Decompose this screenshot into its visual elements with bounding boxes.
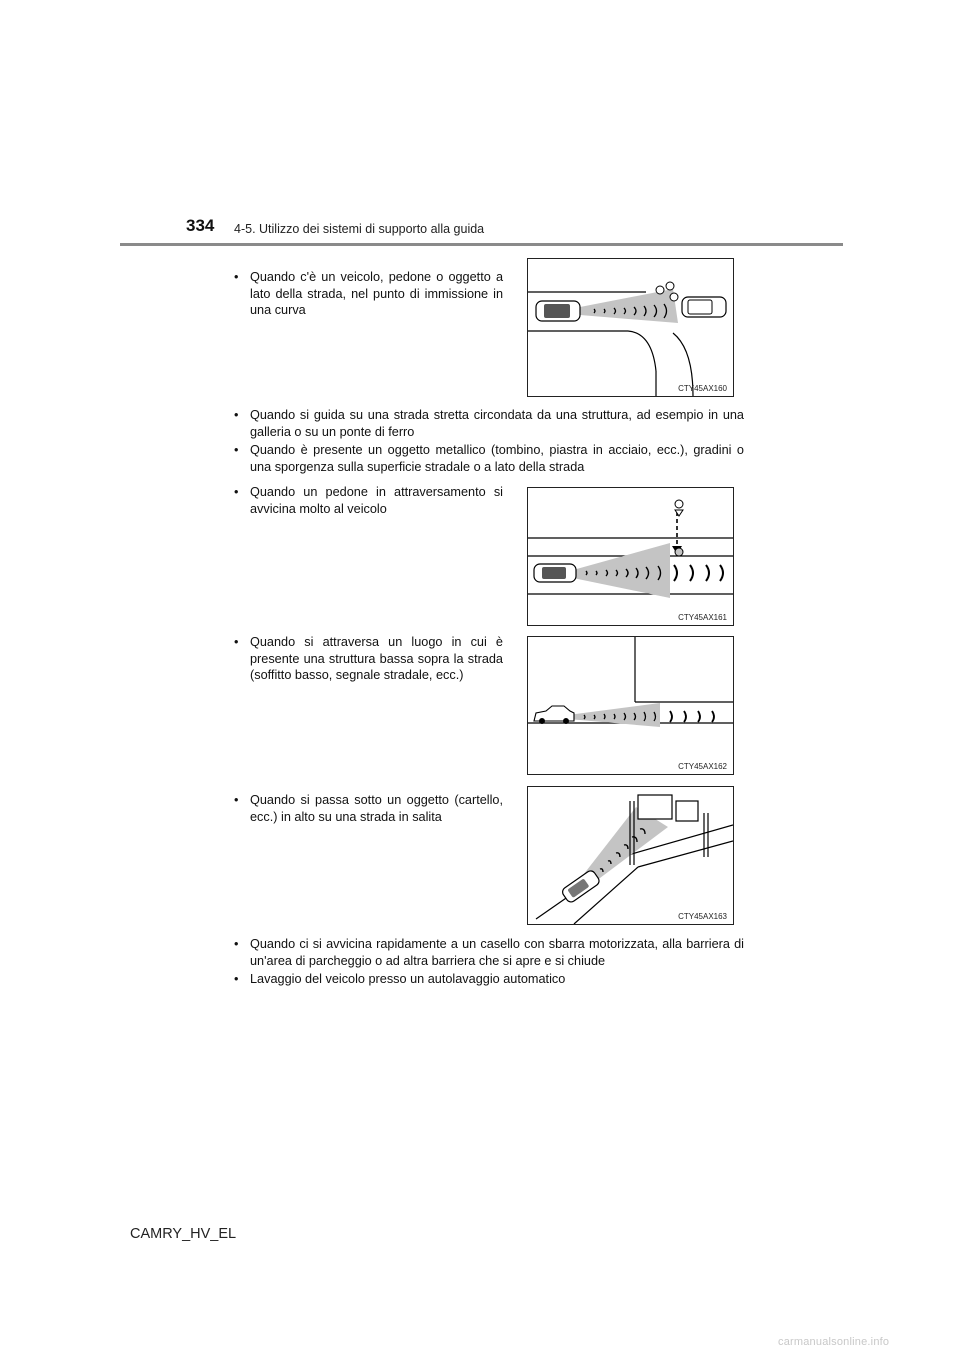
header-rule [120, 243, 843, 246]
bullet-dot: • [234, 972, 239, 986]
list-item [234, 792, 503, 825]
page-number: 334 [186, 216, 215, 235]
list-item-text: Lavaggio del veicolo presso un autolavaggio automatico [250, 972, 566, 986]
figure-low-structure-drawing [528, 637, 733, 774]
figure-curve-drawing [528, 259, 733, 396]
bullet-dot: • [234, 408, 239, 422]
figure-code: CTY45AX161 [678, 613, 727, 622]
model-code-footer: CAMRY_HV_EL [130, 1226, 237, 1242]
figure-code: CTY45AX163 [678, 912, 727, 921]
own-car [534, 564, 576, 582]
bullet-dot: • [234, 635, 239, 649]
own-car [561, 869, 601, 904]
bullet-dot: • [234, 485, 239, 499]
watermark: carmanualsonline.info [778, 1336, 890, 1348]
list-item-text: Quando è presente un oggetto metallico (tombino, piastra in acciaio, ecc.), gradini o una sporgenza sulla superficie stradale o a lato della strada [250, 443, 744, 474]
parked-car [682, 297, 726, 317]
list-item [234, 971, 744, 988]
own-car [536, 301, 580, 321]
list-item [234, 634, 503, 684]
list-item-text: Quando si attraversa un luogo in cui è presente una struttura bassa sopra la strada (soffitto basso, segnale stradale, ecc.) [250, 635, 503, 682]
figure-code: CTY45AX160 [678, 384, 727, 393]
list-item [234, 269, 503, 319]
bullet-dot: • [234, 793, 239, 807]
bullet-dot: • [234, 270, 239, 284]
figure-low-structure [527, 636, 734, 775]
bullet-dot: • [234, 443, 239, 457]
list-item-text: Quando un pedone in attraversamento si avvicina molto al veicolo [250, 485, 503, 516]
list-item-text: Quando c'è un veicolo, pedone o oggetto a lato della strada, nel punto di immissione in una curva [250, 270, 503, 317]
figure-code: CTY45AX162 [678, 762, 727, 771]
list-item-text: Quando si guida su una strada stretta circondata da una struttura, ad esempio in una galleria o su un ponte di ferro [250, 408, 744, 439]
bullet-dot: • [234, 937, 239, 951]
list-item-text: Quando si passa sotto un oggetto (cartello, ecc.) in alto su una strada in salita [250, 793, 503, 824]
list-item [234, 442, 744, 475]
section-title: 4-5. Utilizzo dei sistemi di supporto alla guida [234, 222, 485, 236]
list-item [234, 484, 503, 517]
list-item-text: Quando ci si avvicina rapidamente a un casello con sbarra motorizzata, alla barriera di un'area di parcheggio o ad altra barriera che si apre e si chiude [250, 937, 744, 968]
list-item [234, 407, 744, 440]
figure-pedestrian-drawing [528, 488, 733, 625]
figure-uphill-drawing [528, 787, 733, 924]
figure-curve [527, 258, 734, 397]
figure-uphill [527, 786, 734, 925]
own-car-side [534, 706, 574, 724]
list-item [234, 936, 744, 969]
figure-pedestrian [527, 487, 734, 626]
